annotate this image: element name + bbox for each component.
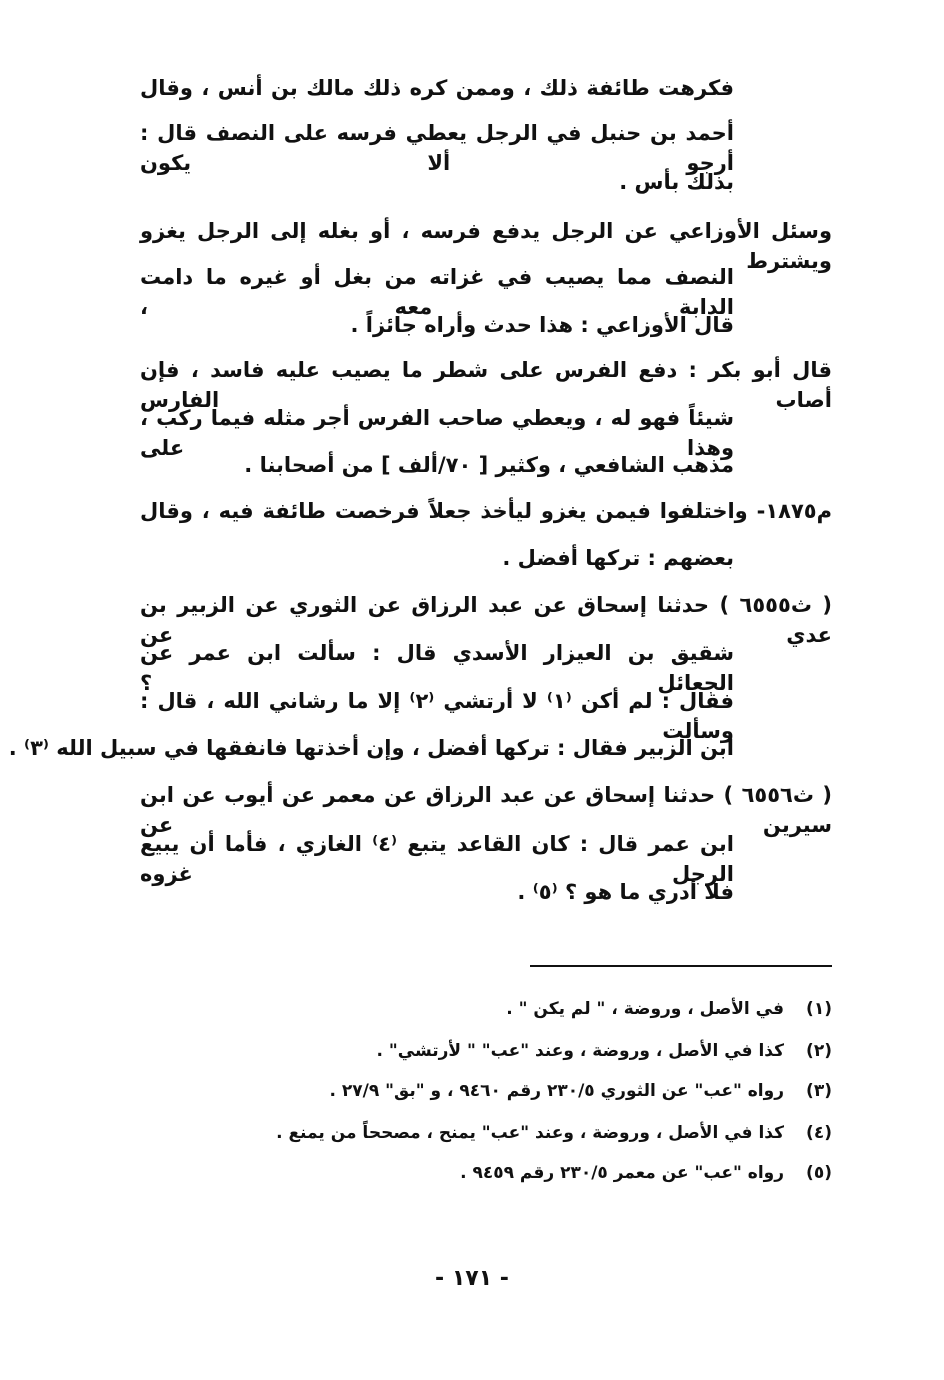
footnote-item: [460, 1160, 832, 1186]
body-line: قال الأوزاعي : هذا حدث وأراه جائزاً .: [350, 313, 734, 337]
hadith-line: فلا أدري ما هو ؟ ⁽٥⁾ .: [517, 880, 734, 904]
hadith-line: ابن الزبير فقال : تركها أفضل ، وإن أخذتها فانفقها في سبيل الله ⁽٣⁾ .: [8, 736, 734, 760]
footnote-text: في الأصل ، وروضة ، " لم يكن " .: [506, 999, 784, 1019]
footnote-number: (٢): [806, 1041, 832, 1061]
footnote-text: رواه "عب" عن معمر ٢٣٠/٥ رقم ٩٤٥٩ .: [460, 1163, 784, 1183]
hadith-line: ( ث٦٥٥٦ ) حدثنا إسحاق عن عبد الرزاق عن معمر عن أيوب عن ابن سيرين عن: [140, 783, 832, 837]
footnote-text: كذا في الأصل ، وروضة ، وعند "عب" يمنح ، مصححاً من يمنع .: [276, 1123, 784, 1143]
page-number: - ١٧١ -: [435, 1266, 509, 1291]
footnote-text: رواه "عب" عن الثوري ٢٣٠/٥ رقم ٩٤٦٠ ، و "بق" ٢٧/٩ .: [329, 1081, 784, 1101]
footnote-text: كذا في الأصل ، وروضة ، وعند "عب" " لأرتشي" .: [376, 1041, 784, 1061]
footnote-number: (١): [806, 999, 832, 1019]
body-line: فكرهت طائفة ذلك ، وممن كره ذلك مالك بن أنس ، وقال: [140, 76, 734, 100]
footnote-item: [506, 996, 832, 1022]
body-line: النصف مما يصيب في غزاته من بغل أو غيره ما دامت الدابة معه ،: [140, 265, 734, 319]
issue-heading-line: م١٨٧٥- واختلفوا فيمن يغزو ليأخذ جعلاً فرخصت طائفة فيه ، وقال: [140, 499, 832, 523]
body-line: أحمد بن حنبل في الرجل يعطي فرسه على النصف قال : أرجو ألا يكون: [140, 121, 734, 175]
footnote-item: [276, 1120, 832, 1146]
body-line: قال أبو بكر : دفع الفرس على شطر ما يصيب عليه فاسد ، فإن أصاب الفارس: [140, 358, 832, 412]
footnote-number: (٣): [806, 1081, 832, 1101]
hadith-line: فقال : لم أكن ⁽١⁾ لا أرتشي ⁽٢⁾ إلا ما رشاني الله ، قال : وسألت: [140, 689, 734, 743]
body-line: مذهب الشافعي ، وكثير [ ٧٠/ألف ] من أصحابنا .: [244, 453, 734, 477]
footnote-number: (٤): [806, 1123, 832, 1143]
footnote-item: [330, 1078, 833, 1104]
footnote-separator: [530, 965, 832, 967]
footnote-number: (٥): [806, 1163, 832, 1183]
body-line: بذلك بأس .: [619, 170, 734, 194]
body-line: وسئل الأوزاعي عن الرجل يدفع فرسه ، أو بغله إلى الرجل يغزو ويشترط: [140, 219, 832, 273]
hadith-line: ابن عمر قال : كان القاعد يتبع ⁽٤⁾ الغازي ، فأما أن يبيع الرجل غزوه: [140, 832, 734, 886]
hadith-line: شقيق بن العيزار الأسدي قال : سألت ابن عمر عن الجعائل ؟: [140, 641, 734, 695]
footnote-item: [377, 1038, 832, 1064]
body-line: شيئاً فهو له ، ويعطي صاحب الفرس أجر مثله فيما ركب ، وهذا على: [140, 406, 734, 460]
hadith-line: ( ث٦٥٥٥ ) حدثنا إسحاق عن عبد الرزاق عن الثوري عن الزبير بن عدي عن: [140, 593, 832, 647]
body-line: بعضهم : تركها أفضل .: [502, 546, 734, 570]
